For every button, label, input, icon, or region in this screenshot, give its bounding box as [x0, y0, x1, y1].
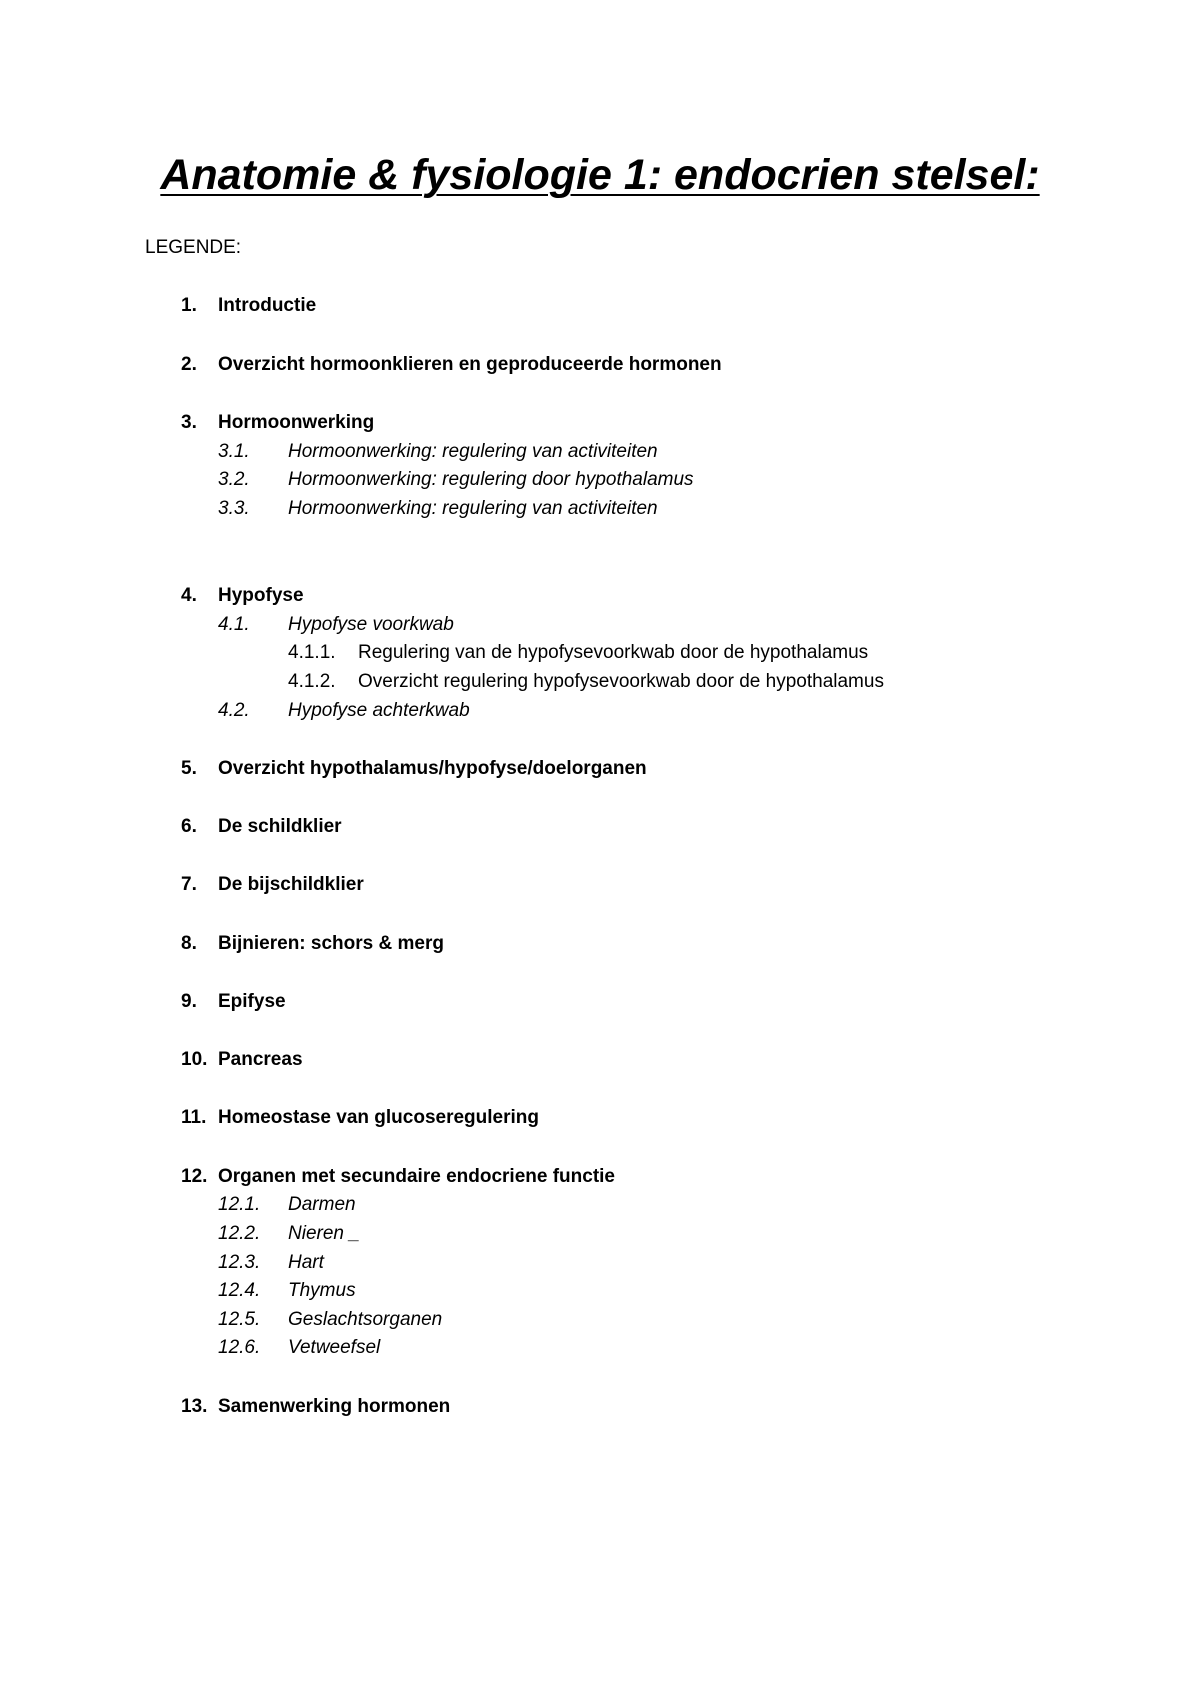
toc-item-number: 6. [181, 816, 197, 837]
toc-item-number: 8. [181, 933, 197, 954]
toc-item-label: Thymus [288, 1280, 356, 1301]
toc-item-number: 9. [181, 991, 197, 1012]
toc-item-number: 10. [181, 1049, 208, 1070]
toc-item-label: Hormoonwerking: regulering van activiteiten [288, 498, 658, 519]
toc-item-number: 13. [181, 1396, 208, 1417]
toc-item-number: 12.4. [218, 1280, 261, 1301]
toc-item-label: Hypofyse [218, 585, 304, 606]
toc-item-number: 5. [181, 758, 197, 779]
toc-item-label: Bijnieren: schors & merg [218, 933, 444, 954]
toc-item-number: 4.1.1. [288, 642, 336, 663]
document-title: Anatomie & fysiologie 1: endocrien stelsel: [160, 151, 1040, 199]
toc-item-number: 3.3. [218, 498, 250, 519]
toc-item-label: Hypofyse voorkwab [288, 614, 454, 635]
toc-item-label: Overzicht hormoonklieren en geproduceerde hormonen [218, 354, 722, 375]
toc-item-number: 4.1.2. [288, 671, 336, 692]
toc-item-label: Organen met secundaire endocriene functie [218, 1166, 615, 1187]
toc-item-number: 3.2. [218, 469, 250, 490]
toc-item-label: Hormoonwerking: regulering door hypothalamus [288, 469, 694, 490]
toc-item-label: Overzicht regulering hypofysevoorkwab door de hypothalamus [358, 671, 884, 692]
toc-item-label: Pancreas [218, 1049, 303, 1070]
toc-item-number: 1. [181, 295, 197, 316]
toc-item-label: Homeostase van glucoseregulering [218, 1107, 539, 1128]
toc-item-number: 12.1. [218, 1194, 261, 1215]
toc-item-label: Epifyse [218, 991, 286, 1012]
toc-item-label: Hypofyse achterkwab [288, 700, 470, 721]
toc-item-label: Darmen [288, 1194, 356, 1215]
toc-item-label: Vetweefsel [288, 1337, 381, 1358]
toc-item-label: Hart [288, 1252, 324, 1273]
toc-item-number: 12.2. [218, 1223, 261, 1244]
toc-item-label: Regulering van de hypofysevoorkwab door de hypothalamus [358, 642, 869, 663]
toc-item-label: Samenwerking hormonen [218, 1396, 451, 1417]
toc-item-number: 7. [181, 874, 197, 895]
toc-item-number: 4.2. [218, 700, 250, 721]
toc-item-label: Hormoonwerking: regulering van activiteiten [288, 441, 658, 462]
toc-item-number: 3.1. [218, 441, 250, 462]
toc-item-label: De schildklier [218, 816, 342, 837]
toc-item-label: De bijschildklier [218, 874, 364, 895]
toc-item-number: 4. [181, 585, 197, 606]
toc-item-number: 3. [181, 412, 197, 433]
toc-item-number: 12.6. [218, 1337, 261, 1358]
toc-item-label: Introductie [218, 295, 317, 316]
legend-label: LEGENDE: [145, 237, 242, 258]
toc-item-label: Nieren _ [288, 1223, 360, 1244]
toc-item-number: 12.5. [218, 1309, 261, 1330]
toc-item-number: 2. [181, 354, 197, 375]
toc-item-number: 12.3. [218, 1252, 261, 1273]
toc-item-label: Overzicht hypothalamus/hypofyse/doelorganen [218, 758, 647, 779]
toc-item-label: Geslachtsorganen [288, 1309, 443, 1330]
toc-item-label: Hormoonwerking [218, 412, 375, 433]
toc-item-number: 4.1. [218, 614, 250, 635]
toc-item-number: 11. [181, 1107, 207, 1128]
toc-item-number: 12. [181, 1166, 208, 1187]
